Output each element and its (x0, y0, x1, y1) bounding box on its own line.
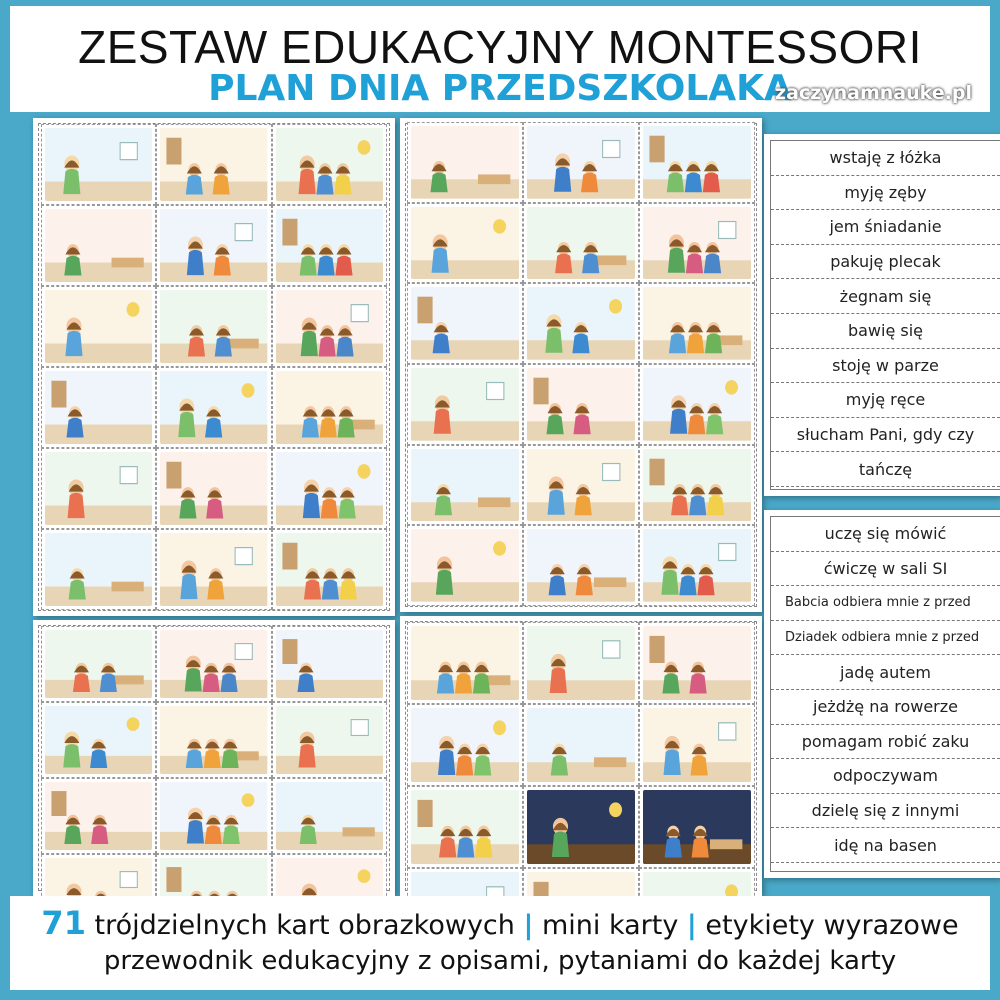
picture-card (41, 702, 156, 778)
card-illustration (45, 706, 152, 774)
picture-card (407, 622, 523, 704)
card-illustration (45, 290, 152, 363)
picture-card (407, 525, 523, 606)
card-illustration (527, 287, 635, 360)
feature-word-labels: etykiety wyrazowe (705, 910, 959, 941)
card-illustration (276, 209, 383, 282)
card-sheet-top-left (33, 118, 395, 616)
card-illustration (527, 790, 635, 864)
card-count: 71 (41, 904, 86, 942)
card-illustration (45, 782, 152, 850)
word-label: słucham Pani, gdy czy (771, 418, 1000, 453)
separator: | (686, 910, 697, 941)
picture-card (407, 786, 523, 868)
word-label: odpoczywam (771, 759, 1000, 794)
picture-card (272, 124, 387, 205)
picture-card (639, 786, 755, 868)
word-label: dzielę się z innymi (771, 794, 1000, 829)
word-label: jem śniadanie (771, 210, 1000, 245)
card-illustration (276, 452, 383, 525)
card-illustration (45, 452, 152, 525)
word-label: Babcia odbiera mnie z przed (771, 586, 1000, 621)
labels-frame (770, 140, 1000, 490)
picture-card (407, 203, 523, 284)
word-labels-bottom (764, 510, 1000, 878)
card-illustration (527, 529, 635, 602)
card-illustration (527, 368, 635, 441)
footer-banner (10, 896, 990, 990)
word-label: Dziadek odbiera mnie z przed (771, 621, 1000, 656)
card-illustration (411, 449, 519, 522)
picture-card (523, 704, 639, 786)
card-illustration (643, 126, 751, 199)
card-illustration (411, 126, 519, 199)
word-label: pomagam robić zaku (771, 725, 1000, 760)
card-illustration (160, 371, 267, 444)
card-illustration (160, 209, 267, 282)
picture-card (407, 445, 523, 526)
card-illustration (411, 368, 519, 441)
picture-card (156, 205, 271, 286)
card-illustration (643, 626, 751, 700)
picture-card (272, 448, 387, 529)
card-grid (407, 122, 755, 606)
card-illustration (160, 533, 267, 606)
word-label: tańczę (771, 452, 1000, 487)
word-label: pakuję plecak (771, 245, 1000, 280)
card-illustration (45, 533, 152, 606)
picture-card (523, 445, 639, 526)
picture-card (523, 525, 639, 606)
word-label: wstaję z łóżka (771, 141, 1000, 176)
card-grid (41, 626, 387, 916)
separator: | (523, 910, 534, 941)
word-label: myję zęby (771, 176, 1000, 211)
picture-card (156, 448, 271, 529)
picture-card (156, 529, 271, 610)
card-illustration (160, 706, 267, 774)
picture-card (41, 448, 156, 529)
card-illustration (643, 287, 751, 360)
card-illustration (411, 287, 519, 360)
picture-card (272, 626, 387, 702)
labels-list (771, 141, 1000, 487)
picture-card (407, 283, 523, 364)
picture-card (523, 122, 639, 203)
picture-card (272, 367, 387, 448)
picture-card (156, 124, 271, 205)
page-subtitle: PLAN DNIA PRZEDSZKOLAKA (208, 68, 792, 109)
picture-card (523, 364, 639, 445)
card-illustration (411, 790, 519, 864)
picture-card (156, 778, 271, 854)
card-illustration (276, 706, 383, 774)
word-label: stoję w parze (771, 349, 1000, 384)
card-grid (407, 622, 755, 922)
word-label: jeżdżę na rowerze (771, 690, 1000, 725)
card-sheet-bottom-left (33, 620, 395, 896)
picture-card (639, 122, 755, 203)
picture-card (41, 205, 156, 286)
word-label: jadę autem (771, 655, 1000, 690)
picture-card (41, 124, 156, 205)
card-illustration (411, 207, 519, 280)
card-illustration (411, 529, 519, 602)
card-illustration (276, 533, 383, 606)
picture-card (639, 622, 755, 704)
card-illustration (643, 207, 751, 280)
page-title: ZESTAW EDUKACYJNY MONTESSORI (78, 21, 922, 73)
picture-card (272, 529, 387, 610)
word-label: myję ręce (771, 383, 1000, 418)
picture-card (41, 286, 156, 367)
card-illustration (643, 708, 751, 782)
word-label: idę na basen (771, 828, 1000, 863)
card-illustration (276, 371, 383, 444)
picture-card (639, 704, 755, 786)
card-illustration (45, 128, 152, 201)
picture-card (407, 364, 523, 445)
picture-card (41, 778, 156, 854)
picture-card (156, 626, 271, 702)
card-illustration (276, 290, 383, 363)
card-illustration (276, 630, 383, 698)
card-illustration (643, 790, 751, 864)
card-illustration (527, 626, 635, 700)
word-label: bawię się (771, 314, 1000, 349)
word-label: uczę się mówić (771, 517, 1000, 552)
picture-card (272, 286, 387, 367)
picture-card (523, 622, 639, 704)
picture-card (639, 364, 755, 445)
picture-card (272, 778, 387, 854)
card-illustration (45, 630, 152, 698)
word-labels-top (764, 134, 1000, 496)
word-label: żegnam się (771, 279, 1000, 314)
labels-list (771, 517, 1000, 863)
watermark: zaczynamnauke.pl (775, 82, 972, 104)
card-illustration (160, 128, 267, 201)
card-illustration (643, 368, 751, 441)
card-grid (41, 124, 387, 610)
picture-card (272, 205, 387, 286)
card-illustration (160, 290, 267, 363)
picture-card (523, 203, 639, 284)
picture-card (639, 525, 755, 606)
header-banner (10, 6, 990, 112)
card-illustration (45, 209, 152, 282)
picture-card (156, 702, 271, 778)
footer-guide: przewodnik edukacyjny z opisami, pytaniami do każdej karty (103, 946, 897, 976)
picture-card (41, 626, 156, 702)
picture-card (156, 286, 271, 367)
picture-card (272, 702, 387, 778)
card-sheet-bottom-right (400, 616, 762, 896)
picture-card (407, 122, 523, 203)
card-illustration (160, 452, 267, 525)
card-illustration (411, 708, 519, 782)
picture-card (41, 367, 156, 448)
card-illustration (160, 782, 267, 850)
word-label: ćwiczę w sali SI (771, 552, 1000, 587)
card-illustration (643, 449, 751, 522)
picture-card (156, 367, 271, 448)
card-illustration (276, 128, 383, 201)
card-illustration (527, 126, 635, 199)
picture-card (407, 704, 523, 786)
card-illustration (643, 529, 751, 602)
picture-card (639, 283, 755, 364)
card-illustration (527, 207, 635, 280)
picture-card (639, 203, 755, 284)
card-illustration (276, 782, 383, 850)
feature-mini-cards: mini karty (541, 910, 679, 941)
card-illustration (160, 630, 267, 698)
picture-card (41, 529, 156, 610)
footer-features (10, 904, 990, 942)
card-sheet-top-right (400, 118, 762, 612)
picture-card (639, 445, 755, 526)
card-illustration (527, 449, 635, 522)
labels-frame (770, 516, 1000, 872)
picture-card (523, 786, 639, 868)
card-illustration (411, 626, 519, 700)
feature-picture-cards: trójdzielnych kart obrazkowych (94, 910, 515, 941)
card-illustration (527, 708, 635, 782)
card-illustration (45, 371, 152, 444)
picture-card (523, 283, 639, 364)
